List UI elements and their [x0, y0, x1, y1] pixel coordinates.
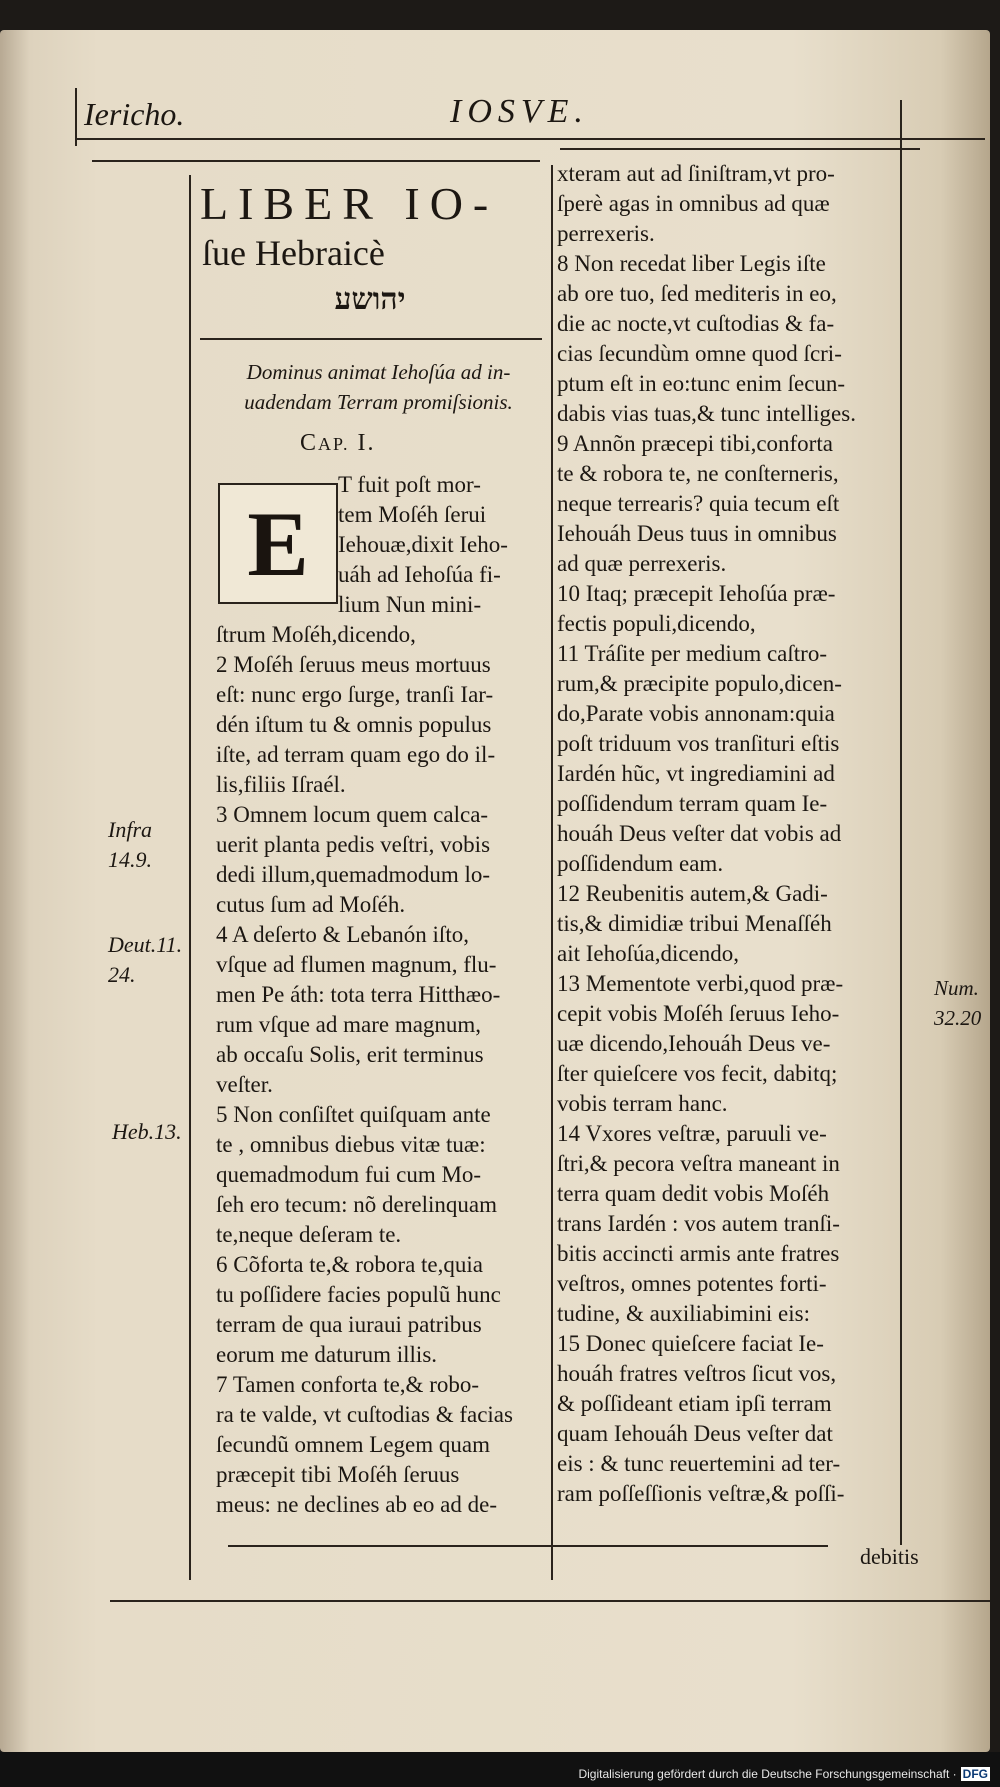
- column-top-rule: [92, 160, 540, 162]
- right-column: [557, 159, 856, 1509]
- text-line: xteram aut ad ſiniſtram,vt pro-: [557, 161, 835, 186]
- text-line: 10 Itaq; præcepit Iehoſúa præ-: [557, 581, 836, 606]
- text-line: Iehouæ,dixit Ieho-: [338, 532, 508, 557]
- text-line: meus: ne declines ab eo ad de-: [216, 1492, 497, 1517]
- text-line: ab ore tuo, ſed mediteris in eo,: [557, 281, 837, 306]
- text-line: terra quam dedit vobis Moſéh: [557, 1181, 830, 1206]
- text-line: dabis vias tuas,& tunc intelliges.: [557, 401, 856, 426]
- text-line: te , omnibus diebus vitæ tuæ:: [216, 1132, 486, 1157]
- margin-note-line: Heb.13.: [112, 1119, 182, 1144]
- text-line: tudine, & auxiliabimini eis:: [557, 1301, 810, 1326]
- margin-note-num: [934, 973, 981, 1033]
- chapter-summary: [206, 357, 551, 417]
- text-line: 6 Cõforta te,& robora te,quia: [216, 1252, 483, 1277]
- text-line: rum,& præcipite populo,dicen-: [557, 671, 842, 696]
- text-line: tu poſſidere facies populũ hunc: [216, 1282, 501, 1307]
- text-line: tis,& dimidiæ tribui Menaſſéh: [557, 911, 832, 936]
- text-line: vobis terram hanc.: [557, 1091, 728, 1116]
- digitization-credit: [578, 1767, 990, 1781]
- text-line: ſtri,& pecora veſtra maneant in: [557, 1151, 840, 1176]
- summary-line: Dominus animat Iehoſúa ad in-: [246, 360, 511, 384]
- margin-note-line: 24.: [108, 962, 136, 987]
- text-line: uerit planta pedis veſtri, vobis: [216, 832, 491, 857]
- text-line: ptum eſt in eo:tunc enim ſecun-: [557, 371, 846, 396]
- text-line: ait Iehoſúa,dicendo,: [557, 941, 740, 966]
- running-head-left: Iericho.: [84, 96, 185, 132]
- margin-note-heb: [112, 1117, 182, 1147]
- book-title-line2: ſue Hebraicè: [202, 233, 385, 273]
- left-rule: [75, 88, 77, 146]
- margin-note-line: Num.: [934, 976, 979, 1000]
- outer-frame-right: [900, 100, 902, 1545]
- text-line: perrexeris.: [557, 221, 655, 246]
- text-line: 5 Non conſiſtet quiſquam ante: [216, 1102, 491, 1127]
- left-column: [216, 470, 513, 1520]
- column-divider: [551, 165, 553, 1580]
- text-line: ab occaſu Solis, erit terminus: [216, 1042, 484, 1067]
- text-line: cias ſecundùm omne quod ſcri-: [557, 341, 842, 366]
- text-line: fectis populi,dicendo,: [557, 611, 756, 636]
- text-line: veſter.: [216, 1072, 273, 1097]
- text-line: houáh Deus veſter dat vobis ad: [557, 821, 842, 846]
- text-line: præcepit tibi Moſéh ſeruus: [216, 1462, 460, 1487]
- text-line: 4 A deſerto & Lebanón iſto,: [216, 922, 469, 947]
- text-line: neque terrearis? quia tecum eſt: [557, 491, 840, 516]
- text-line: 3 Omnem locum quem calca-: [216, 802, 489, 827]
- text-line: bitis accincti armis ante fratres: [557, 1241, 840, 1266]
- chapter-prefix: C: [300, 430, 319, 456]
- text-line: rum vſque ad mare magnum,: [216, 1012, 482, 1037]
- text-line: men Pe áth: tota terra Hitthæo-: [216, 982, 501, 1007]
- hebrew-title: יהושע: [334, 283, 406, 316]
- text-line: 2 Moſéh ſeruus meus mortuus: [216, 652, 491, 677]
- text-line: cutus ſum ad Moſéh.: [216, 892, 406, 917]
- text-line: iſte, ad terram quam ego do il-: [216, 742, 496, 767]
- text-line: 8 Non recedat liber Legis iſte: [557, 251, 826, 276]
- text-line: ſeh ero tecum: nõ derelinquam: [216, 1192, 498, 1217]
- outer-frame-left: [189, 175, 191, 1580]
- text-line: uáh ad Iehoſúa fi-: [338, 562, 501, 587]
- text-line: ſter quieſcere vos fecit, dabitq;: [557, 1061, 838, 1086]
- text-line: do,Parate vobis annonam:quia: [557, 701, 835, 726]
- chapter-number: I.: [357, 430, 376, 456]
- margin-note-deut: [108, 930, 182, 990]
- text-line: ſtrum Moſéh,dicendo,: [216, 622, 416, 647]
- text-line: ra te valde, vt cuſtodias & facias: [216, 1402, 513, 1427]
- text-line: dedi illum,quemadmodum lo-: [216, 862, 491, 887]
- book-title: [200, 178, 540, 322]
- book-title-line1: LIBER IO-: [200, 178, 499, 229]
- margin-note-line: Deut.11.: [108, 932, 183, 957]
- text-line: 12 Reubenitis autem,& Gadi-: [557, 881, 828, 906]
- column-top-rule-right: [560, 148, 920, 150]
- credit-text: Digitalisierung gefördert durch die Deutsche Forschungsgemeinschaft ·: [578, 1767, 957, 1781]
- footer-rule: [110, 1600, 990, 1602]
- margin-note-infra: [108, 815, 152, 875]
- title-rule: [200, 338, 542, 340]
- text-line: Iehouáh Deus tuus in omnibus: [557, 521, 837, 546]
- text-line: houáh fratres veſtros ſicut vos,: [557, 1361, 837, 1386]
- catchword: debitis: [860, 1544, 919, 1569]
- margin-note-line: 32.20: [934, 1006, 982, 1030]
- text-line: 9 Annõn præcepi tibi,conforta: [557, 431, 833, 456]
- text-line: eſt: nunc ergo ſurge, tranſi Iar-: [216, 682, 494, 707]
- head-rule: [75, 138, 985, 140]
- text-line: cepit vobis Moſéh ſeruus Ieho-: [557, 1001, 840, 1026]
- text-line: ram poſſeſſionis veſtræ,& poſſi-: [557, 1481, 845, 1506]
- margin-note-line: 14.9.: [108, 847, 152, 872]
- text-line: 14 Vxores veſtræ, paruuli ve-: [557, 1121, 827, 1146]
- text-line: tem Moſéh ſerui: [338, 502, 487, 527]
- text-line: eorum me daturum illis.: [216, 1342, 438, 1367]
- text-line: lis,filiis Iſraél.: [216, 772, 346, 797]
- chapter-prefix-rest: AP.: [318, 434, 350, 454]
- text-line: uæ dicendo,Iehouáh Deus ve-: [557, 1031, 831, 1056]
- margin-note-line: Infra: [108, 817, 152, 842]
- text-line: 13 Mementote verbi,quod præ-: [557, 971, 844, 996]
- text-line: quam Iehouáh Deus veſter dat: [557, 1421, 833, 1446]
- text-line: dén iſtum tu & omnis populus: [216, 712, 492, 737]
- text-line: trans Iardén : vos autem tranſi-: [557, 1211, 840, 1236]
- text-line: ſperè agas in omnibus ad quæ: [557, 191, 830, 216]
- text-line: poſt triduum vos tranſituri eſtis: [557, 731, 840, 756]
- chapter-heading: [300, 430, 376, 457]
- text-line: lium Nun mini-: [338, 592, 482, 617]
- text-line: te & robora te, ne conſterneris,: [557, 461, 839, 486]
- text-line: ad quæ perrexeris.: [557, 551, 727, 576]
- text-line: quemadmodum fui cum Mo-: [216, 1162, 482, 1187]
- bottom-rule: [228, 1545, 828, 1547]
- text-line: te,neque deſeram te.: [216, 1222, 402, 1247]
- text-line: poſſidendum eam.: [557, 851, 724, 876]
- text-line: veſtros, omnes potentes forti-: [557, 1271, 827, 1296]
- summary-line: uadendam Terram promiſsionis.: [244, 390, 513, 414]
- text-line: terram de qua iuraui patribus: [216, 1312, 482, 1337]
- text-line: 7 Tamen conforta te,& robo-: [216, 1372, 480, 1397]
- scan-footer-band: [0, 1752, 1000, 1787]
- text-line: Iardén hũc, vt ingrediamini ad: [557, 761, 835, 786]
- running-head-title: IOSVE.: [450, 93, 589, 130]
- text-line: 11 Tráſite per medium caſtro-: [557, 641, 827, 666]
- text-line: poſſidendum terram quam Ie-: [557, 791, 828, 816]
- text-line: 15 Donec quieſcere faciat Ie-: [557, 1331, 824, 1356]
- text-line: die ac nocte,vt cuſtodias & fa-: [557, 311, 835, 336]
- initial-letter: E: [247, 492, 309, 595]
- dfg-logo: DFG: [962, 1767, 988, 1781]
- text-line: T fuit poſt mor-: [338, 472, 481, 497]
- text-line: eis : & tunc reuertemini ad ter-: [557, 1451, 841, 1476]
- text-line: ſecundũ omnem Legem quam: [216, 1432, 491, 1457]
- text-line: vſque ad flumen magnum, flu-: [216, 952, 497, 977]
- text-line: & poſſideant etiam ipſi terram: [557, 1391, 832, 1416]
